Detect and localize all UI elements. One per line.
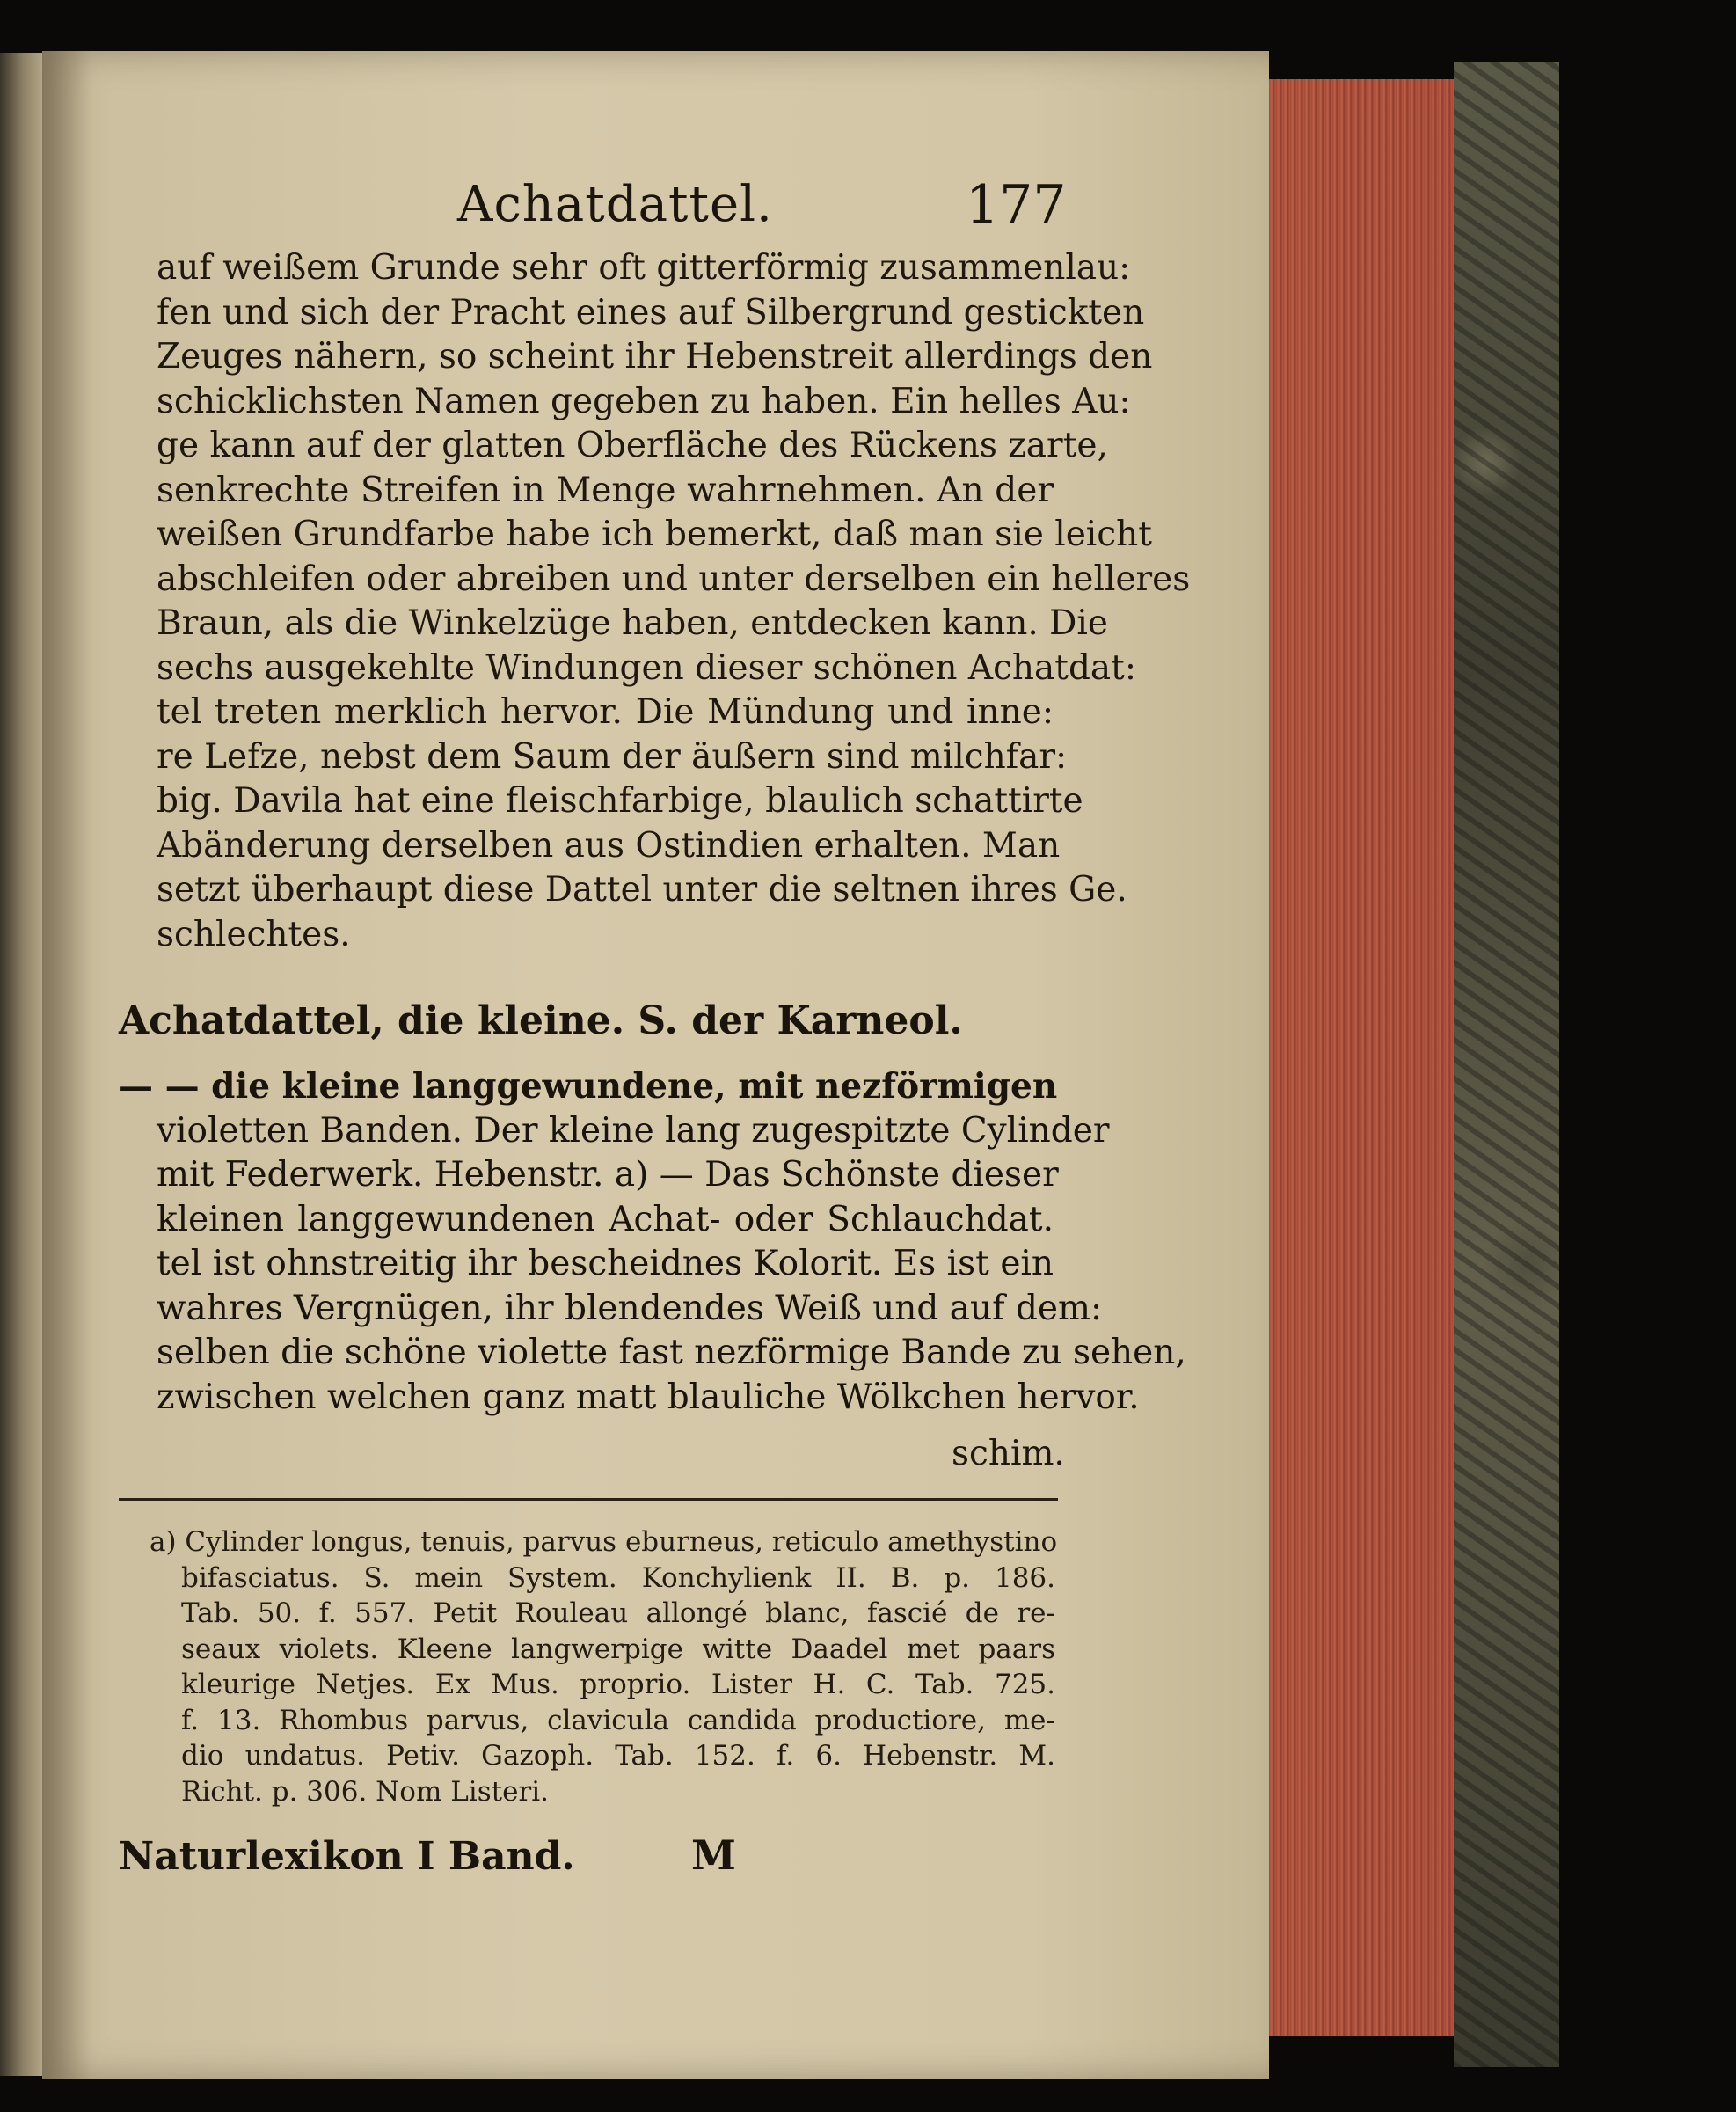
text-line: big. Davila hat eine fleischfarbige, blaulich schattirte <box>157 781 1083 821</box>
footnote-line: bifasciatus. S. mein System. Konchylienk II. B. p. 186. <box>181 1561 1055 1594</box>
marbled-cover <box>1454 62 1559 2067</box>
text-line: schicklichsten Namen gegeben zu haben. Ein helles Au: <box>157 381 1131 421</box>
entry-heading-line: — — die kleine langgewundene, mit nezförmigen <box>119 1066 1058 1107</box>
text-line: schlechtes. <box>157 914 351 954</box>
text-line: abschleifen oder abreiben und unter derselben ein helleres <box>157 559 1191 599</box>
text-line: setzt überhaupt diese Dattel unter die seltnen ihres Ge. <box>157 870 1127 910</box>
paragraph-1 <box>157 246 1191 957</box>
text-line: weißen Grundfarbe habe ich bemerkt, daß man sie leicht <box>157 515 1152 554</box>
text-line: wahres Vergnügen, ihr blendendes Weiß und auf dem: <box>157 1288 1103 1328</box>
footnote-line: a) Cylinder longus, tenuis, parvus eburneus, reticulo amethystino <box>150 1526 1058 1558</box>
catchword: schim. <box>952 1434 1065 1473</box>
footnote-line: seaux violets. Kleene langwerpige witte Daadel met paars <box>181 1633 1055 1665</box>
text-line: kleinen langgewundenen Achat- oder Schlauchdat. <box>157 1199 1054 1239</box>
text-line: violetten Banden. Der kleine lang zugespitzte Cylinder <box>157 1110 1110 1151</box>
footnote-line: f. 13. Rhombus parvus, clavicula candida productiore, me- <box>181 1704 1055 1736</box>
text-line: senkrechte Streifen in Menge wahrnehmen. An der <box>157 470 1054 510</box>
footnote-line: kleurige Netjes. Ex Mus. proprio. Lister H. C. Tab. 725. <box>181 1669 1055 1700</box>
text-line: Zeuges nähern, so scheint ihr Hebenstreit allerdings den <box>157 337 1153 376</box>
entry-heading-small-agate-date: Achatdattel, die kleine. S. der Karneol. <box>119 998 963 1043</box>
page-number: 177 <box>966 174 1067 236</box>
footnote-line: Richt. p. 306. Nom Listeri. <box>181 1775 550 1808</box>
text-line: fen und sich der Pracht eines auf Silbergrund gestickten <box>157 292 1145 333</box>
text-line: tel treten merklich hervor. Die Mündung und inne: <box>157 692 1054 732</box>
footnote-a <box>150 1524 1058 1809</box>
text-line: zwischen welchen ganz matt blauliche Wölkchen hervor. <box>157 1377 1140 1417</box>
text-line: sechs ausgekehlte Windungen dieser schönen Achatdat: <box>157 647 1136 688</box>
footnote-rule <box>119 1498 1058 1501</box>
text-line: selben die schöne violette fast nezförmige Bande zu sehen, <box>157 1333 1186 1372</box>
footnote-line: dio undatus. Petiv. Gazoph. Tab. 152. f. 6. Hebenstr. M. <box>181 1740 1055 1772</box>
page-block-edges <box>1269 79 1454 2036</box>
entry-long-wound-date <box>119 1064 1186 1420</box>
text-line: ge kann auf der glatten Oberfläche des Rückens zarte, <box>157 426 1108 465</box>
text-line: tel ist ohnstreitig ihr bescheidnes Kolorit. Es ist ein <box>157 1244 1054 1283</box>
running-head: Achatdattel. <box>457 176 773 233</box>
signature-mark: M <box>691 1831 736 1879</box>
text-line: auf weißem Grunde sehr oft gitterförmig zusammenlau: <box>157 248 1131 288</box>
signature-title: Naturlexikon I Band. <box>119 1834 575 1879</box>
text-line: Abänderung derselben aus Ostindien erhalten. Man <box>157 825 1061 866</box>
footnote-line: Tab. 50. f. 557. Petit Rouleau allongé blanc, fascié de re- <box>181 1597 1055 1629</box>
text-line: mit Federwerk. Hebenstr. a) — Das Schönste dieser <box>157 1155 1059 1195</box>
text-line: re Lefze, nebst dem Saum der äußern sind milchfar: <box>157 736 1068 777</box>
left-page-edge <box>0 53 42 2076</box>
text-line: Braun, als die Winkelzüge haben, entdecken kann. Die <box>157 603 1108 643</box>
